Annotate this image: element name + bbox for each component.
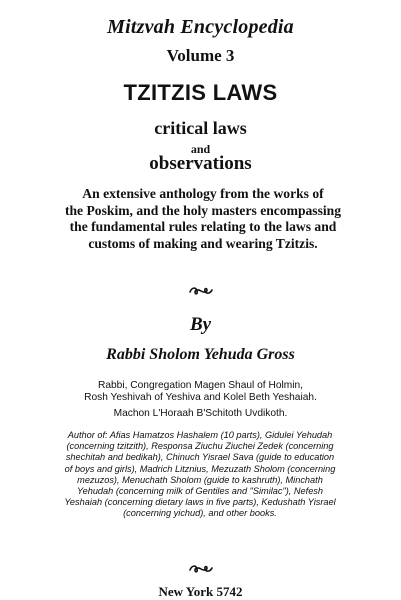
flourish-ornament-icon — [0, 563, 401, 577]
volume-number: Volume 3 — [166, 46, 235, 65]
author-name: Rabbi Sholom Yehuda Gross — [106, 346, 295, 363]
description-line: the Poskim, and the holy masters encompassing — [64, 202, 342, 218]
description-line: An extensive anthology from the works of — [82, 186, 324, 201]
imprint: New York 5742 — [158, 584, 243, 599]
other-works-line: Yeshaiah (concerning dietary laws in five parts), Kedushath Yisrael — [64, 497, 336, 508]
description — [20, 186, 386, 252]
description-line: the fundamental rules relating to the laws and — [69, 219, 337, 234]
other-works-line: (concerning yichud), and other books. — [123, 508, 277, 519]
main-title: TZITZIS LAWS — [123, 80, 278, 105]
machon-line: Machon L'Horaah B'Schitoth Uvdikoth. — [113, 408, 288, 419]
by-label: By — [189, 314, 212, 335]
affiliation-line: Rosh Yeshivah of Yeshiva and Kolel Beth Yeshaiah. — [84, 392, 317, 403]
other-works-line: shechitah and bedikah), Chinuch Yisrael Sava (guide to education — [65, 452, 335, 463]
other-works-line: Yehudah (concerning milk of Gentiles and "Similac"), Nefesh — [76, 486, 324, 497]
other-works-line: Author of: Afias Hamatzos Hashalem (10 parts), Gidulei Yehudah — [67, 430, 333, 440]
series-title: Mitzvah Encyclopedia — [107, 16, 294, 38]
subtitle-line-2: observations — [149, 153, 252, 174]
subtitle-line-1: critical laws — [154, 118, 247, 138]
subtitle-and: and — [190, 142, 211, 156]
other-works-line: of boys and girls), Madrich Litznius, Mezuzath Sholom (concerning — [64, 463, 336, 474]
other-works-line: (concerning tzitzith), Responsa Ziuchu Ziuchei Zedek (concerning — [66, 441, 334, 452]
description-line: customs of making and wearing Tzitzis. — [88, 235, 318, 251]
other-works — [14, 430, 386, 520]
flourish-ornament-icon — [0, 285, 401, 299]
other-works-line: mezuzos), Menuchath Sholom (guide to kashruth), Minchath — [77, 474, 323, 485]
author-affiliation — [0, 380, 401, 404]
affiliation-line: Rabbi, Congregation Magen Shaul of Holmin, — [97, 380, 303, 391]
